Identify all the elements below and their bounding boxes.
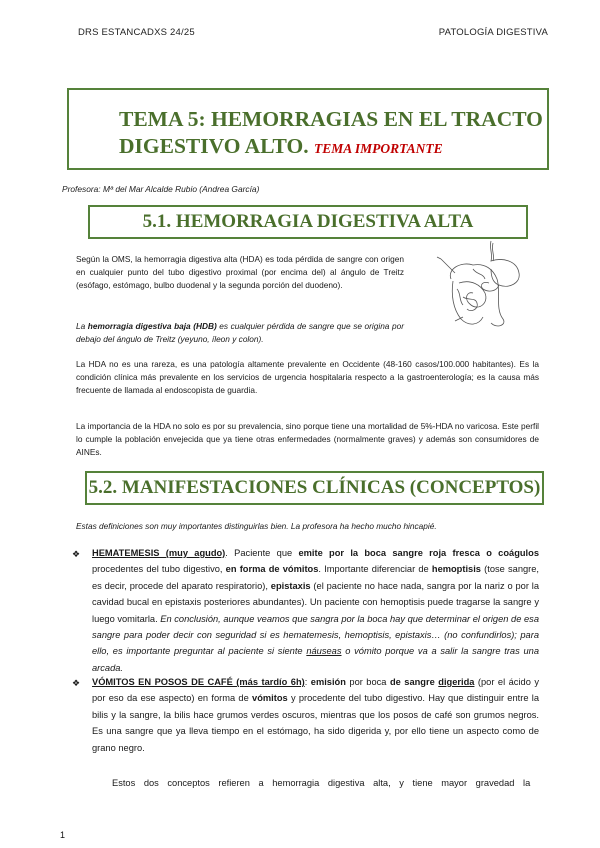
b2-text-3: (por el ácido y por eso da ese aspecto) en forma de [92,677,539,704]
title-main: TEMA 5: HEMORRAGIAS EN EL TRACTO DIGESTIVO ALTO. [119,107,543,158]
b1-text-4: (tose sangre, es decir, procede del aparato respiratorio), [92,564,540,591]
b2-bold-1: emisión [310,677,346,687]
page-title [119,106,547,162]
bullet-diamond-icon: ❖ [72,678,81,688]
section-heading-2: 5.2. MANIFESTACIONES CLÍNICAS (CONCEPTOS) [85,471,544,505]
b2-text-0: : [304,677,311,687]
bullet-diamond-icon: ❖ [72,549,81,559]
b2-text-1: por boca [345,677,390,687]
hdb-text: es cualquier pérdida de sangre que se origina por debajo del ángulo de Treitz [76,321,404,345]
header-right: PATOLOGÍA DIGESTIVA [438,27,548,38]
paragraph-prevalence: La HDA no es una rareza, es una patología altamente prevalente en Occidente (48-160 casos/100.000 habitantes). Es la condición clínica más prevalente en los servicios de urgencia hospitalaria respecto a la gastroenterología; es la causa más frecuente de llamada al endoscopista de guardia. [76,359,539,396]
hdb-intro: La [76,321,88,331]
b1-text-1: . Paciente que [225,548,299,558]
professor-line: Profesora: Mª del Mar Alcalde Rubio (Andrea García) [62,184,260,194]
header-left: DRS ESTANCADXS 24/25 [78,27,195,38]
paragraph-closing: Estos dos conceptos refieren a hemorragia digestiva alta, y tiene mayor gravedad la [112,778,531,788]
b1-bold-4: epistaxis [270,580,311,591]
coffee-ground-term: VÓMITOS EN POSOS DE CAFÉ (más tardío 6h) [92,677,305,687]
b1-text-3: . Importante diferenciar de [318,564,432,575]
b1-italic-2: o vómito porque va a salir la sangre tras una arcada. [92,646,539,673]
hdb-term: hemorragia digestiva baja (HDB) [87,321,217,331]
b1-italic-1: En conclusión, aunque veamos que sangra por la boca hay que determinar el origen de esa sangre para poder decir con seguridad si es hematemesis, hemoptisis, epistaxis… (no confundirlos); para ello, es importante preguntar al paciente si siente [92,613,539,657]
section-heading-1: 5.1. HEMORRAGIA DIGESTIVA ALTA [88,205,528,239]
b2-bold-underlined: digerida [438,677,475,687]
bullet-hematemesis [72,545,540,676]
b2-bold-3: vómitos [252,693,288,704]
bullet-coffee-ground-vomit [72,674,540,756]
title-important: TEMA IMPORTANTE [313,141,443,156]
hdb-parts: (yeyuno, íleon y colon). [175,334,264,345]
hematemesis-term: HEMATEMESIS (muy agudo) [92,548,226,558]
title-box [67,88,549,170]
b1-italic-underlined: náuseas [306,646,342,657]
b1-text-5: (el paciente no hace nada, sangra por la nariz o por la cavidad bucal en epistaxis posteriores abundantes). Un paciente con hemoptisis puede tragarse la sangre y luego vomitarla. [92,580,539,624]
b1-bold-2: en forma de vómitos [225,564,319,575]
paragraph-hdb-definition [76,320,404,346]
b1-text-2: procedentes del tubo digestivo, [92,564,226,575]
b1-bold-3: hemoptisis [431,564,481,575]
paragraph-hda-definition: Según la OMS, la hemorragia digestiva alta (HDA) es toda pérdida de sangre con origen en cualquier punto del tubo digestivo proximal (por encima del) al ángulo de Treitz (esófago, estómago, bulbo duodenal y la segunda porción del duodeno). [76,254,404,291]
b2-text-4: y procedente del tubo digestivo. Hay que distinguir entre la bilis y la sangre, la bilis hace grumos verdes oscuros, mientras que los posos de café son grumos negros. Es una sangre que ya lleva tiempo en el estómago, ha sido digerida y, por ello tiene un aspecto como de grano negro. [92,693,540,753]
paragraph-definitions-note: Estas definiciones son muy importantes distinguirlas bien. La profesora ha hecho mucho hincapié. [76,521,437,531]
b1-bold-1: emite por la boca sangre roja fresca o coágulos [298,548,539,558]
digestive-tract-illustration [433,239,543,331]
b2-bold-2: de sangre [389,677,435,687]
page-number: 1 [60,830,66,840]
paragraph-mortality: La importancia de la HDA no solo es por su prevalencia, sino porque tiene una mortalidad de 5%-HDA no varicosa. Este perfil lo cumple la población envejecida que ya tiene otras enfermedades (normalmente graves) y además son consumidores de AINEs. [76,421,539,458]
